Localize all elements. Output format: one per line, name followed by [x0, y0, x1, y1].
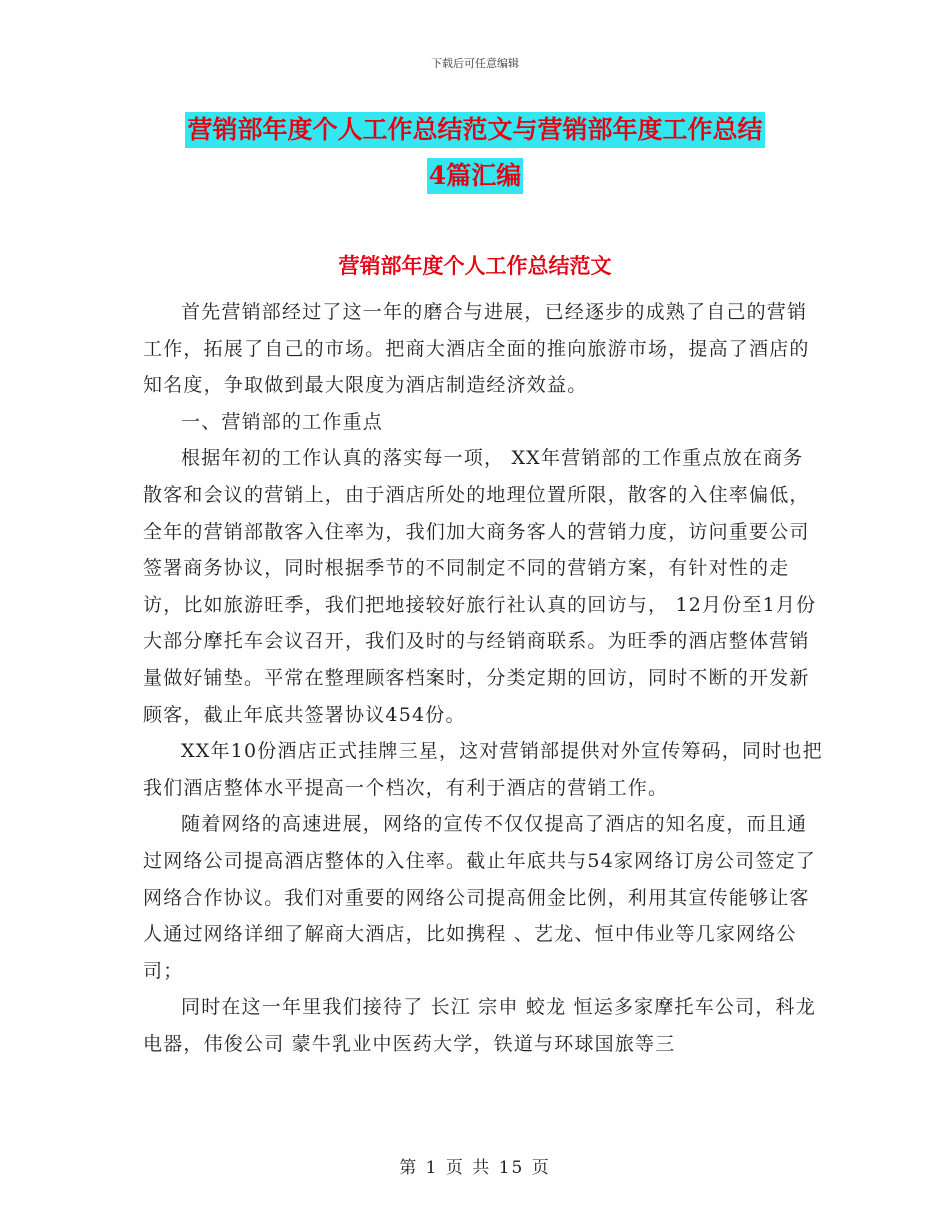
document-title — [0, 112, 950, 194]
title-line-1: 营销部年度个人工作总结范文与营销部年度工作总结 — [185, 112, 764, 148]
paragraph: XX年10份酒店正式挂牌三星，这对营销部提供对外宣传筹码，同时也把我们酒店整体水平提高一个档次，有利于酒店的营销工作。 — [143, 740, 823, 799]
paragraph: 首先营销部经过了这一年的磨合与进展，已经逐步的成熟了自己的营销工作，拓展了自己的市场。把商大酒店全面的推向旅游市场，提高了酒店的知名度，争取做到最大限度为酒店制造经济效益。 — [143, 301, 810, 397]
title-line-2: 4篇汇编 — [427, 158, 523, 194]
paragraph: 一、营销部的工作重点 — [181, 410, 384, 433]
paragraph: 随着网络的高速进展，网络的宣传不仅仅提高了酒店的知名度，而且通过网络公司提高酒店整体的入住率。截止年底共与54家网络订房公司签定了网络合作协议。我们对重要的网络公司提高佣金比例，利用其宣传能够让客人通过网络详细了解商大酒店，比如携程 、艺龙、恒中伟业等几家网络公司； — [143, 813, 816, 982]
body-text — [143, 294, 823, 1062]
section-title: 营销部年度个人工作总结范文 — [338, 253, 612, 278]
header-note: 下载后可任意编辑 — [431, 57, 519, 70]
paragraph: 根据年初的工作认真的落实每一项， XX年营销部的工作重点放在商务散客和会议的营销上，由于酒店所处的地理位置所限，散客的入住率偏低，全年的营销部散客入住率为，我们加大商务客人的营销力度，访问重要公司签署商务协议，同时根据季节的不同制定不同的营销方案，有针对性的走访，比如旅游旺季，我们把地接较好旅行社认真的回访与， 12月份至1月份大部分摩托车会议召开，我们及时的与经销商联系。为旺季的酒店整体营销量做好铺垫。平常在整理顾客档案时，分类定期的回访，同时不断的开发新顾客，截止年底共签署协议454份。 — [143, 447, 817, 726]
paragraph: 同时在这一年里我们接待了 长江 宗申 蛟龙 恒运多家摩托车公司，科龙电器，伟俊公司 蒙牛乳业中医药大学，铁道与环球国旅等三 — [143, 996, 816, 1055]
page-footer: 第 1 页 共 15 页 — [399, 1158, 551, 1178]
